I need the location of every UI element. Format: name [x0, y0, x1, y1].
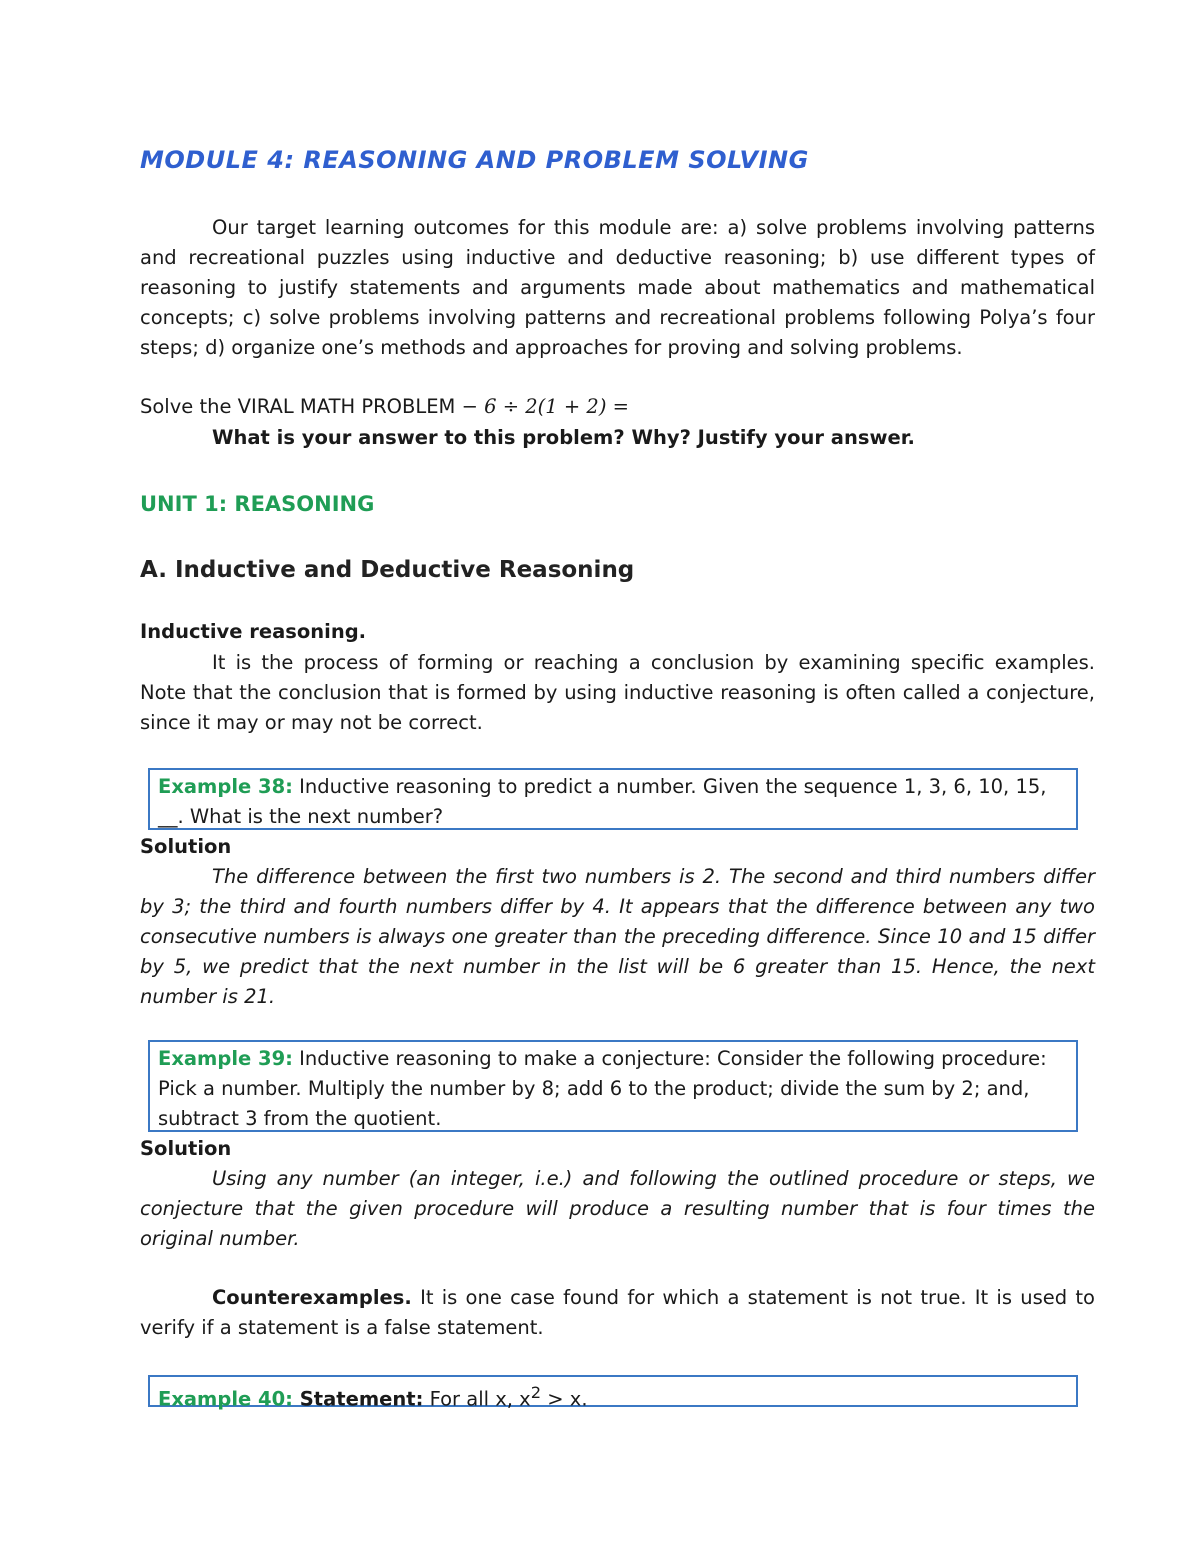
viral-question: What is your answer to this problem? Why? Justify your answer. [212, 426, 915, 449]
counterexamples-paragraph [140, 1283, 1095, 1343]
intro-paragraph: Our target learning outcomes for this module are: a) solve problems involving patterns and recreational puzzles using inductive and deductive reasoning; b) use different types of reasoning to justify statements and arguments made about mathematics and mathematical concepts; c) solve problems involving patterns and recreational problems following Polya’s four steps; d) organize one’s methods and approaches for proving and solving problems. [140, 216, 1095, 359]
inductive-heading: Inductive reasoning. [140, 620, 367, 643]
example-40-box [148, 1375, 1078, 1411]
viral-problem [140, 395, 629, 418]
example-39-text: Inductive reasoning to make a conjecture: Consider the following procedure: Pick a number. Multiply the number by 8; add 6 to the product; divide the sum by 2; and, subtract 3 from the quotient. [158, 1047, 1047, 1130]
solution-heading-39: Solution [140, 1137, 232, 1160]
counterexamples-term: Counterexamples. [212, 1286, 412, 1309]
viral-prefix: Solve the VIRAL MATH PROBLEM [140, 395, 462, 418]
inductive-definition: It is the process of forming or reaching a conclusion by examining specific examples. Note that the conclusion that is formed by using inductive reasoning is often called a conjecture, since it may or may not be correct. [140, 651, 1095, 734]
solution-text-39: Using any number (an integer, i.e.) and following the outlined procedure or steps, we conjecture that the given procedure will produce a resulting number that is four times the original number. [140, 1167, 1095, 1250]
example-38-label: Example 38: [158, 775, 293, 798]
example-38-box [148, 768, 1078, 830]
unit-title: UNIT 1: REASONING [140, 492, 375, 516]
example-40-text-after: > x. [541, 1387, 588, 1411]
solution-heading-38: Solution [140, 835, 232, 858]
example-38-text: Inductive reasoning to predict a number. Given the sequence 1, 3, 6, 10, 15, __. What is the next number? [158, 775, 1047, 828]
example-40-text-before: For all x, x [423, 1387, 531, 1411]
example-40-statement-label: Statement: [292, 1387, 424, 1411]
example-40-label: Example 40: [158, 1387, 293, 1411]
counterexamples-text: It is one case found for which a statement is not true. It is used to verify if a statement is a false statement. [140, 1286, 1095, 1339]
viral-equation: − 6 ÷ 2(1 + 2) = [461, 395, 629, 418]
solution-text-38: The difference between the first two numbers is 2. The second and third numbers differ by 3; the third and fourth numbers differ by 4. It appears that the difference between any two consecutive numbers is always one greater than the preceding difference. Since 10 and 15 differ by 5, we predict that the next number in the list will be 6 greater than 15. Hence, the next number is 21. [140, 865, 1095, 1008]
example-39-box [148, 1040, 1078, 1132]
section-title: A. Inductive and Deductive Reasoning [140, 557, 635, 583]
module-title: MODULE 4: REASONING AND PROBLEM SOLVING [140, 146, 809, 174]
example-40-exponent: 2 [530, 1383, 542, 1402]
example-39-label: Example 39: [158, 1047, 293, 1070]
